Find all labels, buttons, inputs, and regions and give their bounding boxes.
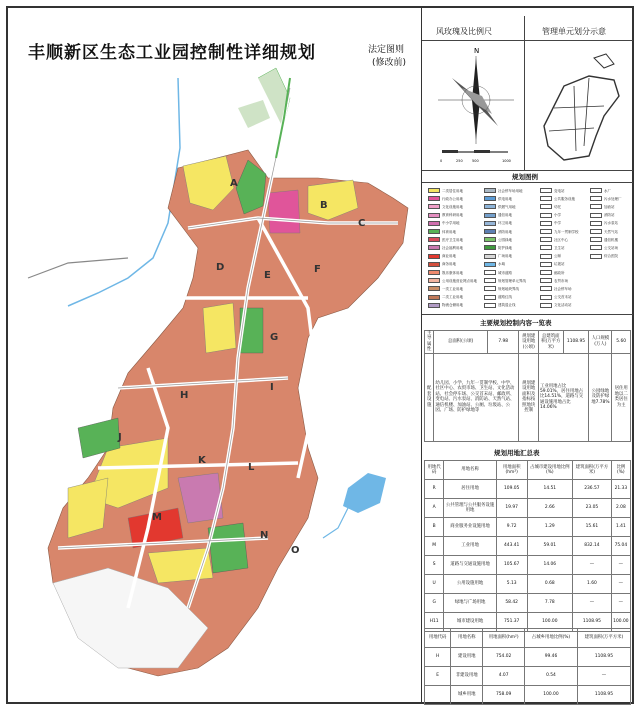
legend-swatch	[540, 262, 552, 267]
table-cell: 1.60	[573, 575, 612, 594]
table-cell: 商业服务业设施用地	[444, 518, 497, 537]
legend-label: 卫生站	[554, 245, 565, 250]
svg-text:500: 500	[472, 159, 479, 163]
legend-swatch	[484, 278, 496, 283]
unit-label-C: C	[358, 218, 366, 229]
river-line	[68, 78, 180, 306]
legend-swatch	[484, 221, 496, 226]
legend-swatch	[590, 204, 602, 209]
legend-swatch	[428, 278, 440, 283]
legend-swatch	[484, 254, 496, 259]
table-cell: —	[611, 556, 630, 575]
control-header-area: 总面积(公顷)	[434, 331, 488, 354]
table-cell: 居住用地	[444, 480, 497, 499]
table-cell: 751.37	[496, 613, 527, 632]
legend-label: 一类工业用地	[442, 286, 463, 291]
summary-header-code: 用地代码	[425, 629, 451, 648]
external-road	[28, 258, 128, 278]
legend-swatch	[484, 270, 496, 275]
legend-label: 九年一贯制学校	[554, 229, 579, 234]
legend-label: 医疗卫生用地	[442, 237, 463, 242]
page-title: 丰顺新区生态工业园控制性详细规划	[28, 43, 316, 63]
table-row	[425, 499, 631, 518]
table-cell: 1108.95	[573, 613, 612, 632]
table-cell: 4.07	[483, 667, 525, 686]
legend-swatch	[428, 303, 440, 308]
table-cell: E	[425, 667, 451, 686]
legend-swatch	[484, 196, 496, 201]
table-cell: 绿地与广场用地	[444, 594, 497, 613]
table-cell: 5.13	[496, 575, 527, 594]
legend-label: 社区中心	[554, 237, 568, 242]
legend-label: 道路红线	[498, 295, 512, 300]
land-header-name: 用地名称	[444, 461, 497, 480]
legend-swatch	[540, 204, 552, 209]
summary-header-area: 用地面积(hm²)	[483, 629, 525, 648]
unit-map-heading: 管理单元划分示意	[542, 27, 606, 36]
legend-heading: 规划图例	[512, 173, 538, 181]
control-header-attr: 主导属性	[425, 331, 434, 354]
legend-label: 规划地块界线	[498, 286, 519, 291]
legend-swatch	[428, 204, 440, 209]
legend-label: 体育用地	[442, 229, 456, 234]
legend-swatch	[484, 237, 496, 242]
legend-label: 行政办公用地	[442, 196, 463, 201]
legend-swatch	[484, 213, 496, 218]
summary-header-building: 建筑面积(万平方米)	[577, 629, 630, 648]
control-header-building: 规划建设用地(公顷)	[519, 331, 539, 354]
legend-label: 娱乐康体用地	[442, 270, 463, 275]
table-cell: 100.00	[611, 613, 630, 632]
table-cell: 非建设用地	[451, 667, 483, 686]
legend-label: 水厂	[604, 188, 611, 193]
legend-swatch	[540, 278, 552, 283]
legend-label: 公厕	[554, 254, 561, 259]
legend-swatch	[540, 221, 552, 226]
table-cell: 754.02	[483, 648, 525, 667]
land-header-ratio: 占城市建设用地比例(%)	[527, 461, 573, 480]
table-cell: 21.33	[611, 480, 630, 499]
table-cell: R	[425, 480, 444, 499]
legend-label: 广场用地	[498, 254, 512, 259]
legend-label: 规划管理单元界线	[498, 278, 526, 283]
legend-swatch	[428, 270, 440, 275]
svg-text:0: 0	[440, 159, 443, 163]
legend-label: 邮政所	[554, 270, 565, 275]
table-cell: G	[425, 594, 444, 613]
table-row	[425, 648, 631, 667]
table-row	[425, 518, 631, 537]
legend-swatch	[428, 188, 440, 193]
unit-label-H: H	[180, 390, 189, 401]
table-cell: 758.09	[483, 686, 525, 705]
legend-swatch	[540, 295, 552, 300]
table-cell: 1.41	[611, 518, 630, 537]
table-cell	[425, 686, 451, 705]
legend-swatch	[540, 286, 552, 291]
legend-label: 公共服务设施	[554, 196, 575, 201]
table-row	[425, 575, 631, 594]
land-summary-table	[424, 628, 631, 705]
control-facilities: 幼儿园、小学、九年一贯制学校、中学、社区中心、农贸市场、卫生站、文化活动站、社会停车场、公交首末站、邮政所、变电站、污水泵站、消防站、天然气站、通信机楼、加油站、公厕、垃圾站、公园、广场、防护绿地等	[434, 353, 519, 441]
legend-label: 通信机楼	[604, 237, 618, 242]
legend-label: 综合医院	[604, 254, 618, 259]
legend-label: 商业用地	[442, 254, 456, 259]
legend-label: 幼托	[554, 204, 561, 209]
legend-label: 农贸市场	[554, 278, 568, 283]
legend-label: 污水泵站	[604, 221, 618, 226]
control-value-area: 7.98	[487, 331, 518, 354]
unit-division-map	[534, 46, 626, 166]
legend-label: 商务用地	[442, 262, 456, 267]
legend-label: 供燃气用地	[498, 204, 516, 209]
table-cell: 道路与交通设施用地	[444, 556, 497, 575]
land-header-pct: 比例(%)	[611, 461, 630, 480]
unit-label-D: D	[216, 262, 225, 273]
legend-label: 小学	[554, 213, 561, 218]
legend-label: 公用设施营业网点用地	[442, 278, 477, 283]
table-cell: 14.06	[527, 556, 573, 575]
table-row	[425, 556, 631, 575]
legend-swatch	[590, 196, 602, 201]
legend-swatch	[484, 188, 496, 193]
legend-swatch	[484, 229, 496, 234]
table-cell: M	[425, 537, 444, 556]
table-cell: 443.41	[496, 537, 527, 556]
legend-swatch	[590, 254, 602, 259]
legend-swatch	[428, 286, 440, 291]
legend-label: 物流仓储用地	[442, 303, 463, 308]
table-cell: —	[573, 556, 612, 575]
unit-label-J: J	[118, 432, 122, 443]
table-cell: 15.61	[573, 518, 612, 537]
table-row	[425, 480, 631, 499]
legend-label: 消防用地	[498, 229, 512, 234]
legend-label: 城市道路	[498, 270, 512, 275]
compass-heading: 风玫瑰及比例尺	[436, 27, 492, 36]
control-value-total: 1108.95	[563, 331, 589, 354]
land-use-map[interactable]	[8, 8, 421, 702]
table-cell: H	[425, 648, 451, 667]
legend-swatch	[484, 204, 496, 209]
legend-swatch	[540, 229, 552, 234]
legend-label: 公交首末站	[554, 295, 572, 300]
legend-swatch	[590, 221, 602, 226]
legend-label: 消防站	[604, 213, 615, 218]
legend-swatch	[540, 254, 552, 259]
legend-label: 二类居住用地	[442, 188, 463, 193]
legend-swatch	[540, 245, 552, 250]
legend-label: 供电用地	[498, 196, 512, 201]
unit-label-K: K	[198, 455, 206, 466]
table-row	[425, 537, 631, 556]
table-cell: 公共管理与公共服务设施用地	[444, 499, 497, 518]
table-cell: 公用设施用地	[444, 575, 497, 594]
table-cell: 1108.95	[577, 648, 630, 667]
table-cell: 9.72	[496, 518, 527, 537]
table-cell: 105.67	[496, 556, 527, 575]
legend-swatch	[590, 245, 602, 250]
legend-swatch	[540, 188, 552, 193]
table-cell: 58.42	[496, 594, 527, 613]
table-cell: 2.08	[611, 499, 630, 518]
summary-header-name: 用地名称	[451, 629, 483, 648]
unit-label-B: B	[320, 200, 328, 211]
legend-swatch	[428, 262, 440, 267]
table-cell: A	[425, 499, 444, 518]
table-cell: —	[577, 667, 630, 686]
unit-label-M: M	[152, 512, 162, 523]
legend-label: 公交站场	[604, 245, 618, 250]
table-cell: 7.78	[527, 594, 573, 613]
legend-swatch	[540, 213, 552, 218]
legend-swatch	[590, 188, 602, 193]
control-value-pop: 5.60	[612, 331, 631, 354]
legend-swatch	[428, 213, 440, 218]
table-cell: S	[425, 556, 444, 575]
land-header-code: 用地代码	[425, 461, 444, 480]
table-cell: 100.00	[527, 613, 573, 632]
lake	[343, 473, 386, 513]
wind-rose	[432, 44, 520, 164]
table-cell: 工业用地	[444, 537, 497, 556]
land-use-table	[424, 460, 631, 632]
legend-swatch	[540, 196, 552, 201]
subtitle-legal-plan: 法定图则	[368, 45, 405, 55]
svg-text:1000: 1000	[502, 159, 511, 163]
legend-label: 社会福利用地	[442, 245, 463, 250]
svg-text:250: 250	[456, 159, 463, 163]
table-cell: B	[425, 518, 444, 537]
table-cell: 0.68	[527, 575, 573, 594]
table-cell: 832.14	[573, 537, 612, 556]
legend-swatch	[428, 229, 440, 234]
control-residential-note: 居住用地以二类居住为主	[612, 353, 631, 441]
info-panel	[421, 8, 633, 702]
table-row	[425, 686, 631, 705]
table-cell: 0.54	[525, 667, 578, 686]
legend-label: 天然气站	[604, 229, 618, 234]
legend-label: 教育科研用地	[442, 213, 463, 218]
legend-label: 中学	[554, 221, 561, 226]
legend-label: 垃圾站	[554, 262, 565, 267]
table-cell: 236.57	[573, 480, 612, 499]
legend-label: 文化活动站	[554, 303, 572, 308]
table-row	[425, 594, 631, 613]
table-cell: U	[425, 575, 444, 594]
legend-swatch	[590, 237, 602, 242]
table-cell: 59.01	[527, 537, 573, 556]
legend-swatch	[590, 229, 602, 234]
table-cell: 23.05	[573, 499, 612, 518]
table-cell: 100.00	[525, 686, 578, 705]
svg-text:N: N	[474, 47, 480, 55]
legend-label: 社会停车场	[554, 286, 572, 291]
table-cell: 城市建设用地	[444, 613, 497, 632]
legend-swatch	[484, 303, 496, 308]
legend-swatch	[428, 237, 440, 242]
unit-label-I: I	[270, 382, 274, 393]
table-cell: —	[611, 575, 630, 594]
unit-label-A: A	[230, 178, 238, 189]
control-building-note: 规划建设用地面积及指标按照地块控制	[519, 353, 539, 441]
table-cell: 城乡用地	[451, 686, 483, 705]
legend-swatch	[484, 262, 496, 267]
legend-swatch	[428, 245, 440, 250]
legend-swatch	[484, 286, 496, 291]
table-cell: 1.29	[527, 518, 573, 537]
unit-label-E: E	[264, 270, 271, 281]
legend-swatch	[540, 303, 552, 308]
table-cell: —	[611, 594, 630, 613]
legend-swatch	[428, 221, 440, 226]
land-header-area: 用地面积(hm²)	[496, 461, 527, 480]
table-row	[425, 667, 631, 686]
unit-label-N: N	[260, 530, 269, 541]
legend-swatch	[428, 196, 440, 201]
legend-label: 污水处理厂	[604, 196, 622, 201]
control-row-label: 配套设施	[425, 353, 434, 441]
legend-swatch	[484, 245, 496, 250]
control-ratio-note: 工业用地占比59.01%，居住用地占比14.51%，道路与交通设施用地占比14.06%	[538, 353, 588, 441]
control-table	[424, 330, 631, 442]
table-cell: 19.97	[496, 499, 527, 518]
legend-swatch	[540, 237, 552, 242]
legend-label: 防护绿地	[498, 245, 512, 250]
table-cell: 75.04	[611, 537, 630, 556]
unit-label-F: F	[314, 264, 321, 275]
legend-label: 社会停车场用地	[498, 188, 523, 193]
unit-label-O: O	[291, 545, 300, 556]
legend-label: 变电站	[554, 188, 565, 193]
control-header-total: 总建筑面积(万平方米)	[538, 331, 563, 354]
unit-label-G: G	[270, 332, 279, 343]
table-cell: 14.51	[527, 480, 573, 499]
land-header-building: 建筑面积(万平方米)	[573, 461, 612, 480]
table-cell: 109.05	[496, 480, 527, 499]
table-cell: 建设用地	[451, 648, 483, 667]
legend-label: 二类工业用地	[442, 295, 463, 300]
subtitle-before-revision: (修改前)	[372, 58, 407, 68]
table-cell: 2.66	[527, 499, 573, 518]
unit-label-L: L	[248, 462, 255, 473]
table-cell: 99.46	[525, 648, 578, 667]
legend-swatch	[484, 295, 496, 300]
legend-label: 环卫用地	[498, 221, 512, 226]
summary-header-ratio: 占城乡用地比例(%)	[525, 629, 578, 648]
legend-label: 通信用地	[498, 213, 512, 218]
legend-swatch	[428, 254, 440, 259]
legend-label: 加油站	[604, 204, 615, 209]
table-cell: 1108.95	[577, 686, 630, 705]
legend-label: 建筑退让线	[498, 303, 516, 308]
legend-label: 文化设施用地	[442, 204, 463, 209]
control-header-pop: 人口规模(万人)	[589, 331, 612, 354]
legend-swatch	[428, 295, 440, 300]
table-cell: —	[573, 594, 612, 613]
legend-swatch	[590, 213, 602, 218]
control-green-note: 公园绿地及防护绿地7.78%	[589, 353, 612, 441]
table-cell: H11	[425, 613, 444, 632]
control-table-heading: 主要规划控制内容一览表	[480, 319, 552, 327]
legend-label: 中小学用地	[442, 221, 460, 226]
legend-label: 水域	[498, 262, 505, 267]
legend-label: 公园绿地	[498, 237, 512, 242]
land-table-heading: 规划用地汇总表	[494, 449, 540, 457]
legend-swatch	[540, 270, 552, 275]
